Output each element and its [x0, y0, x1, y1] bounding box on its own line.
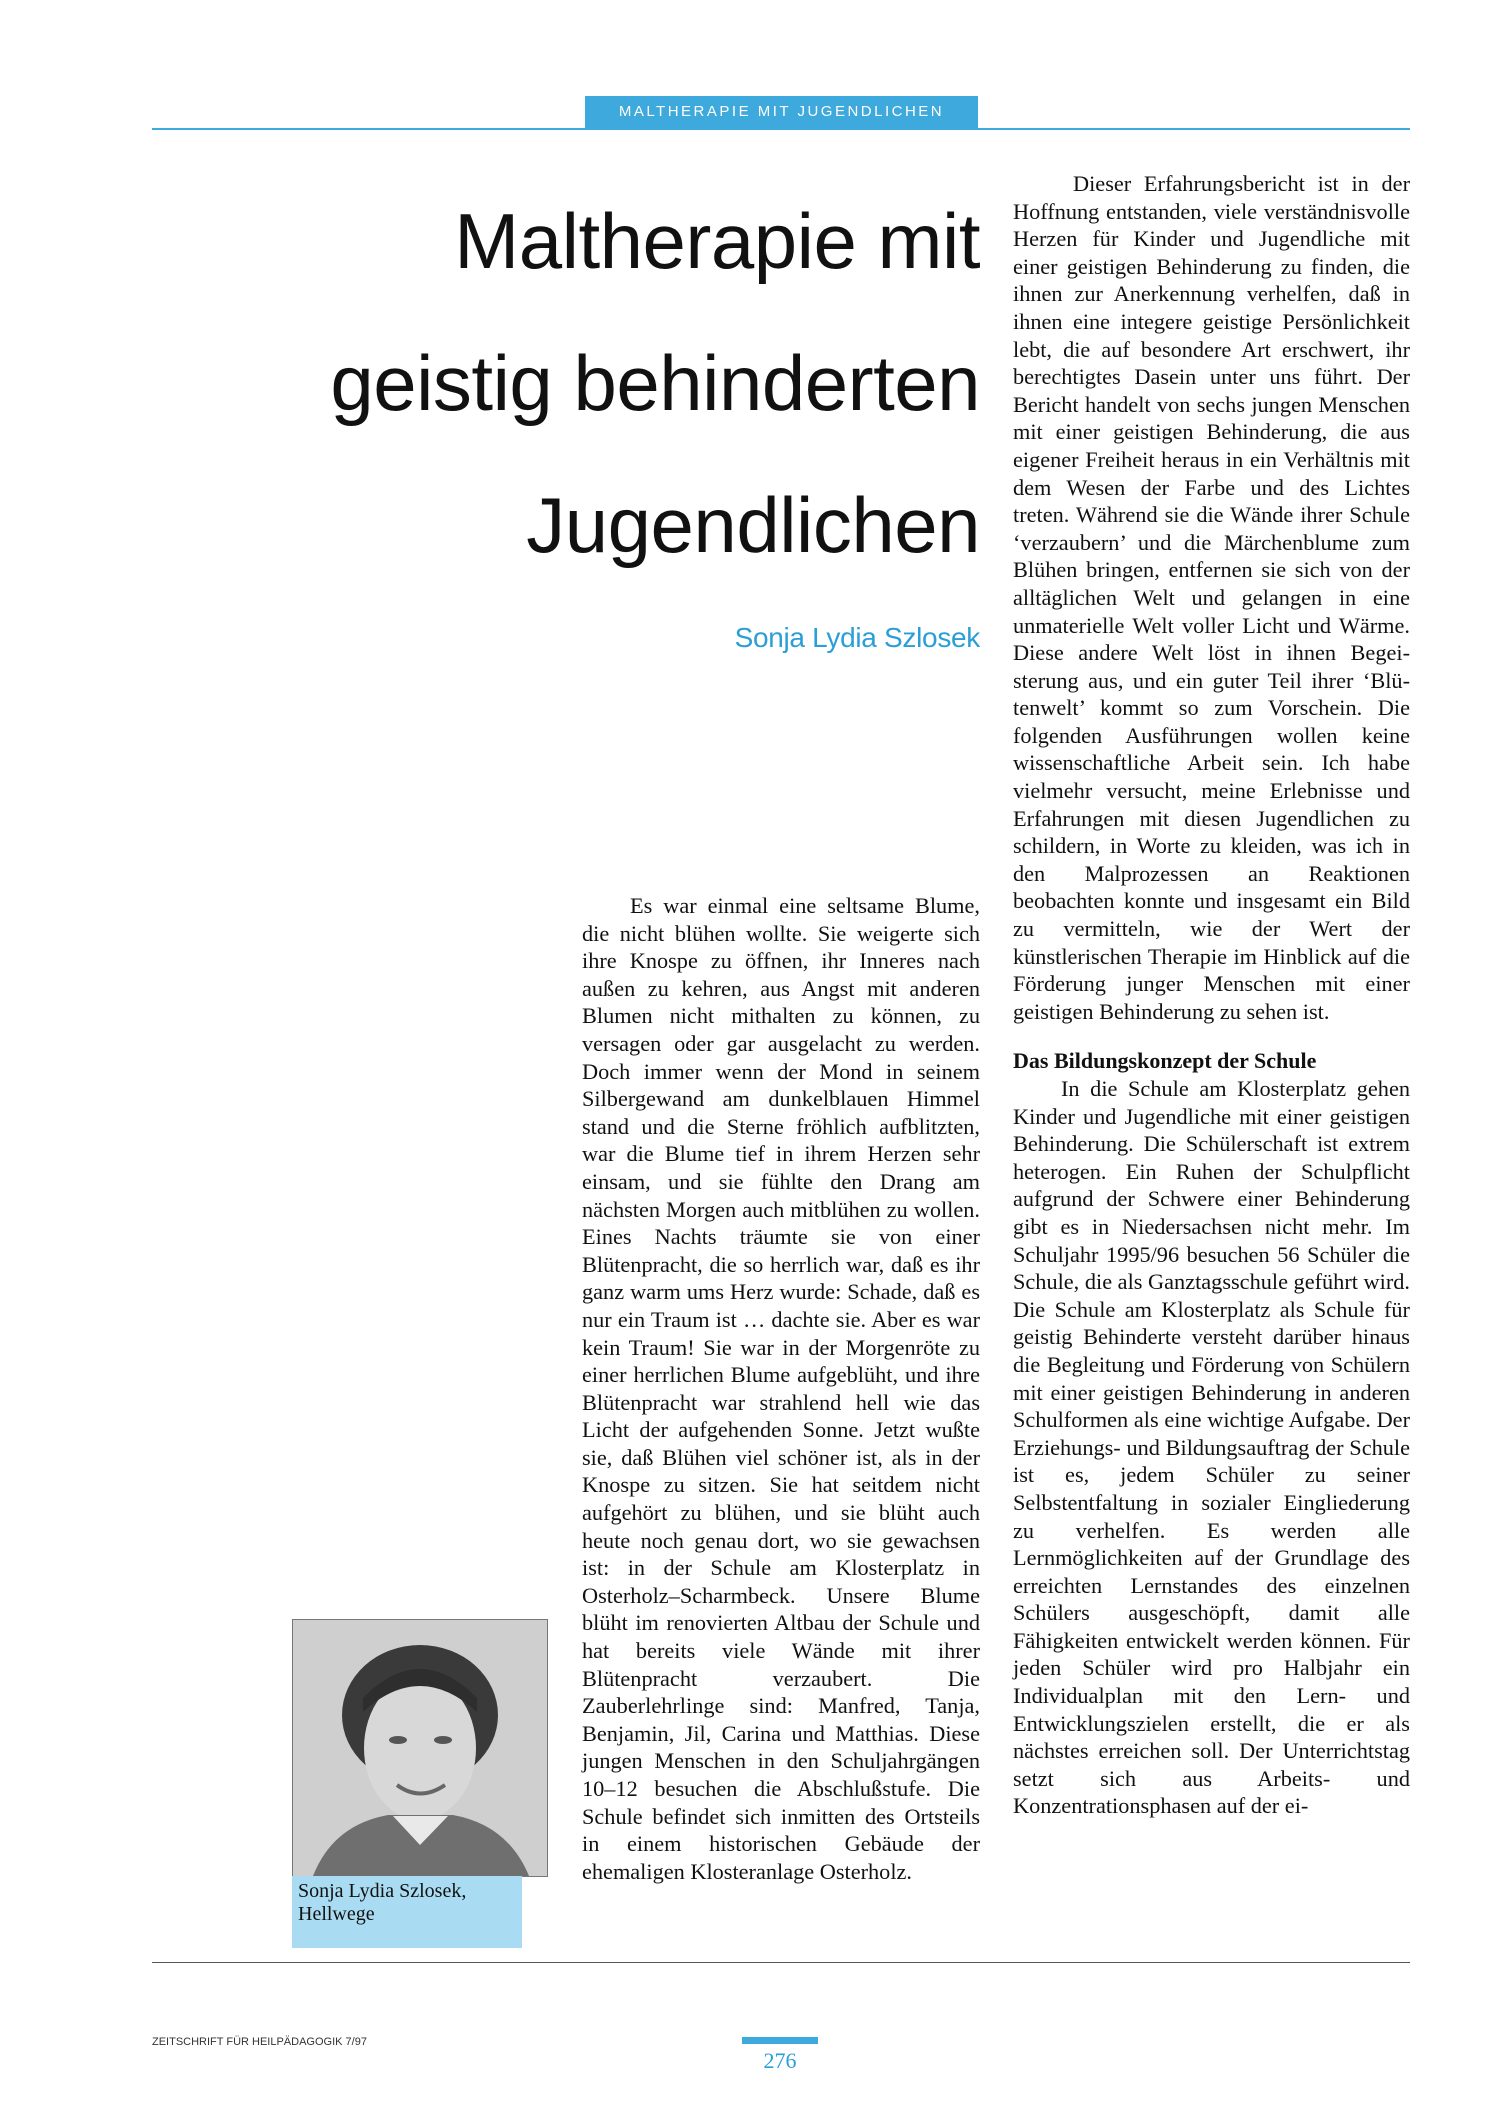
caption-line-2: Hellwege: [298, 1903, 375, 1925]
page-number: 276: [763, 2048, 797, 2073]
left-text-column: [582, 892, 980, 1885]
right-text-column: [1013, 170, 1410, 1820]
photo-caption: [292, 1876, 522, 1948]
intro-paragraph: Es war einmal eine seltsame Blume, die nicht blühen wollte. Sie weigerte sich ihre Knospe zu öffnen, ihr Inneres nach außen zu kehren, aus Angst mit anderen Blumen nicht mithalten zu können, zu versagen oder gar ausgelacht zu werden. Doch immer wenn der Mond in seinem Silbergewand am dunkelblauen Himmel stand und die Sterne fröhlich aufblitzten, war die Blume tief in ihrem Herzen sehr einsam, und sie fühlte den Drang am nächsten Morgen auch mitblühen zu wollen. Eines Nachts träumte sie von einer Blütenpracht, die so herrlich war, daß es ihr ganz warm ums Herz wurde: Schade, daß es nur ein Traum ist … dachte sie. Aber es war kein Traum! Sie war in der Morgenröte zu einer herrlichen Blume aufgeblüht, und ihre Blütenpracht war strahlend hell wie das Licht der aufgehenden Sonne. Jetzt wußte sie, daß Blühen viel schöner ist, als in der Knospe zu sitzen. Sie hat seitdem nicht aufgehört zu blühen, und sie blüht auch heute noch genau dort, wo sie gewachsen ist: in der Schule am Klosterplatz in Osterholz–Scharmbeck. Unsere Blume blüht im renovierten Altbau der Schule und hat bereits viele Wände mit ihrer Blütenpracht verzaubert. Die Zauberlehrlinge sind: Manfred, Tanja, Benjamin, Jil, Carina und Matthias. Diese jungen Menschen in den Schuljahrgängen 10–12 besuchen die Abschlußstufe. Die Schule befindet sich inmitten des Ortsteils in einem historischen Gebäude der ehemaligen Klosteranlage Osterholz.: [582, 893, 980, 1884]
article-author: Sonja Lydia Szlosek: [734, 622, 980, 653]
article-title: [180, 170, 980, 596]
title-line-1: Maltherapie mit: [454, 197, 980, 285]
page-number-bar: [742, 2037, 818, 2044]
title-line-2: geistig behinderten: [330, 339, 980, 427]
right-paragraph: Dieser Erfahrungsbericht ist in der Hoffnung entstanden, viele verständnisvolle Herzen für Kinder und Jugendliche mit einer geistigen Behinderung zu finden, die ihnen zur Anerkennung verhelfen, daß in ihnen eine integere geistige Persönlichkeit lebt, die auf besondere Art erschwert, ihr berechtigtes Dasein unter uns führt. Der Bericht handelt von sechs jungen Menschen mit einer geistigen Behinderung, die aus eigener Freiheit heraus in ein Verhältnis mit dem Wesen der Farbe und des Lichtes treten. Während sie die Wände ihrer Schule ‘verzaubern’ und die Märchenblume zum Blühen bringen, entfernen sie sich von der alltäglichen Welt und gelangen in eine unmaterielle Welt voller Licht und Wärme. Diese andere Welt löst in ihnen Begeisterung aus, und ein guter Teil ihrer ‘Blütenwelt’ kommt so zum Vorschein. Die folgenden Ausführungen wollen keine wissenschaftliche Arbeit sein. Ich habe vielmehr versucht, meine Erlebnisse und Erfahrungen mit diesen Jugendlichen zu schildern, in Worte zu kleiden, was ich in den Malprozessen an Reaktionen beobachten konnte und insgesamt ein Bild zu vermitteln, wie der Wert der künstlerischen Therapie im Hinblick auf die Förderung junger Menschen mit einer geistigen Behinderung zu sehen ist.: [1013, 171, 1410, 1024]
caption-line-1: Sonja Lydia Szlosek,: [298, 1880, 467, 1902]
section-paragraph: In die Schule am Klosterplatz gehen Kinder und Jugendliche mit einer geistigen Behinderung. Die Schülerschaft ist extrem heterogen. Ein Ruhen der Schulpflicht aufgrund der Schwere einer Behinderung gibt es in Niedersachsen nicht mehr. Im Schuljahr 1995/96 besuchen 56 Schüler die Schule, die als Ganztagsschule geführt wird. Die Schule am Klosterplatz als Schule für geistig Behinderte versteht darüber hinaus die Begleitung und Förderung von Schülern mit einer geistigen Behinderung in anderen Schulformen als eine wichtige Aufgabe. Der Erziehungs- und Bildungsauftrag der Schule ist es, jedem Schüler zu seiner Selbstentfaltung in sozialer Eingliederung zu verhelfen. Es werden alle Lernmöglichkeiten auf der Grundlage des erreichten Lernstandes des einzelnen Schülers ausgeschöpft, damit alle Fähigkeiten entwickelt werden können. Für jeden Schüler wird pro Halbjahr ein Individualplan mit den Lern- und Entwicklungszielen erstellt, die er als nächstes erreichen soll. Der Unterrichtstag setzt sich aus Arbeits- und Konzentrationsphasen auf der ei-: [1013, 1076, 1410, 1819]
header-rule: [152, 128, 1410, 130]
section-header: MALTHERAPIE MIT JUGENDLICHEN: [585, 96, 978, 128]
journal-name: ZEITSCHRIFT FÜR HEILPÄDAGOGIK 7/97: [152, 2036, 367, 2048]
author-photo: [292, 1619, 548, 1877]
section-heading: Das Bildungskonzept der Schule: [1013, 1048, 1317, 1074]
portrait-graphic: [293, 1620, 547, 1876]
title-line-3: Jugendlichen: [526, 481, 980, 569]
footer-rule: [152, 1962, 1410, 1963]
